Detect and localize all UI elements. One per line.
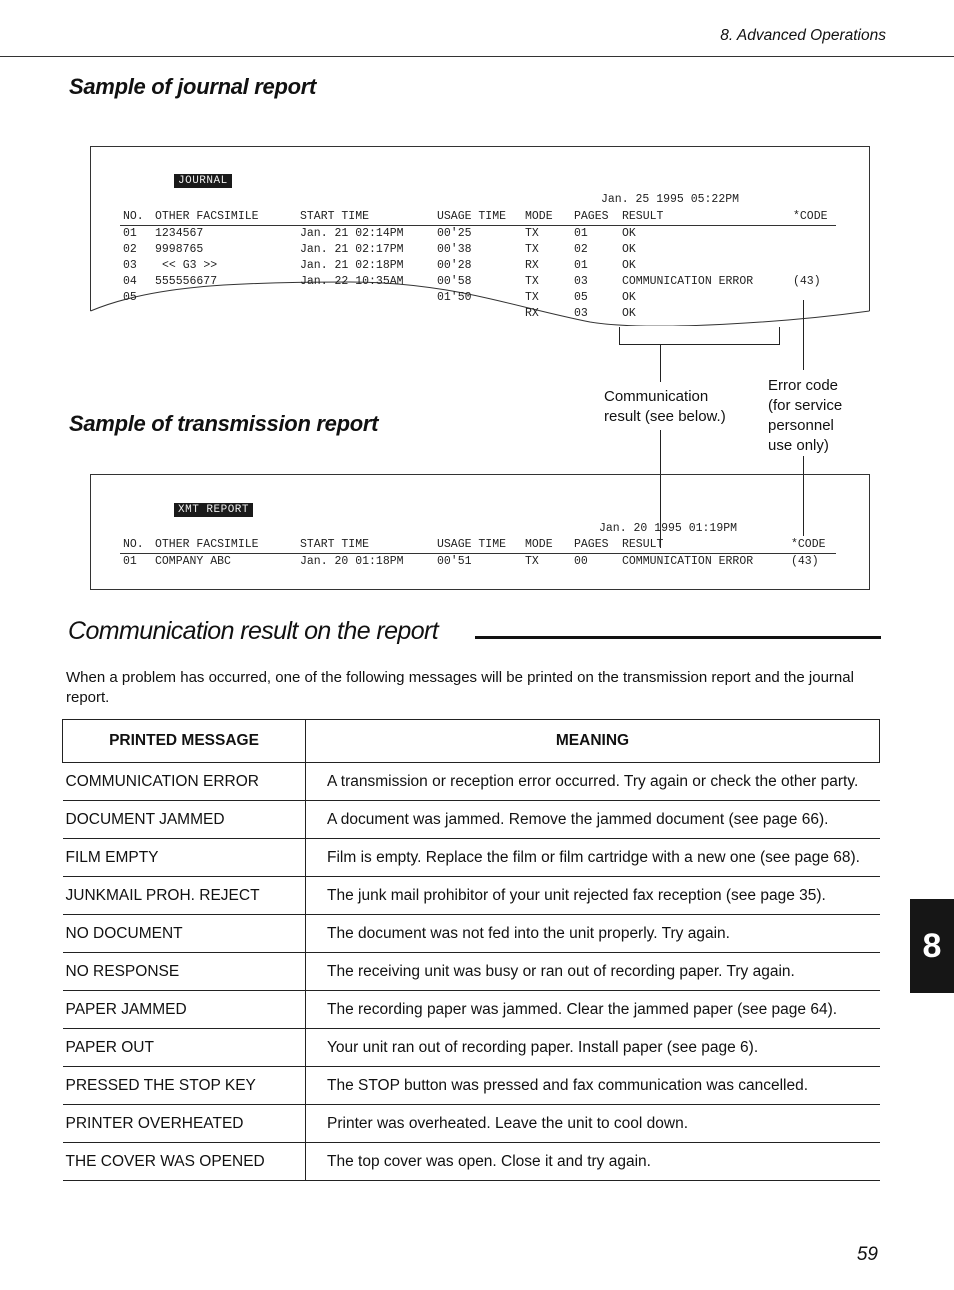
table-row	[63, 1029, 880, 1067]
table-row	[63, 877, 880, 915]
journal-row-3-pages: 01	[574, 259, 588, 272]
message-cell: NO DOCUMENT	[63, 915, 306, 953]
message-cell: FILM EMPTY	[63, 839, 306, 877]
message-cell: PRESSED THE STOP KEY	[63, 1067, 306, 1105]
journal-row-1-usage: 00'25	[437, 227, 472, 240]
journal-row-4-pages: 03	[574, 275, 588, 288]
journal-row-5-no: 05	[123, 291, 137, 304]
table-row	[63, 1143, 880, 1181]
callout-bracket-right	[779, 327, 780, 344]
journal-row-4-usage: 00'58	[437, 275, 472, 288]
annotation-communication-line-1: Communication	[604, 388, 709, 405]
transmission-row-result: COMMUNICATION ERROR	[622, 555, 754, 568]
journal-row-5-mode: TX	[525, 291, 539, 304]
journal-row-2-other: 9998765	[155, 243, 204, 256]
journal-row-4-result: COMMUNICATION ERROR	[622, 275, 754, 288]
transmission-row-usage: 00'51	[437, 555, 472, 568]
meaning-cell: Your unit ran out of recording paper. Install paper (see page 6).	[306, 1029, 880, 1067]
message-cell: DOCUMENT JAMMED	[63, 801, 306, 839]
journal-report-frame	[90, 146, 870, 326]
message-cell: PRINTER OVERHEATED	[63, 1105, 306, 1143]
journal-row-4-other: 555556677	[155, 275, 218, 288]
journal-date: Jan. 25 1995 05:22PM	[601, 193, 740, 206]
journal-label: JOURNAL	[174, 174, 232, 188]
transmission-col-start: START TIME	[300, 538, 370, 551]
annotation-communication-result	[604, 387, 726, 427]
journal-col-pages: PAGES	[574, 210, 609, 223]
journal-col-result: RESULT	[622, 210, 664, 223]
annotation-error-line-4: use only)	[768, 437, 829, 454]
annotation-error-line-1: Error code	[768, 377, 839, 394]
journal-row-4-code: (43)	[793, 275, 821, 288]
journal-row-2-usage: 00'38	[437, 243, 472, 256]
journal-row-6-mode: RX	[525, 307, 539, 320]
journal-heading: Sample of journal report	[69, 74, 317, 99]
journal-row-3-usage: 00'28	[437, 259, 472, 272]
journal-col-other: OTHER FACSIMILE	[155, 210, 259, 223]
journal-row-6-result: OK	[622, 307, 636, 320]
meaning-cell: The receiving unit was busy or ran out of recording paper. Try again.	[306, 953, 880, 991]
journal-col-start: START TIME	[300, 210, 370, 223]
journal-row-1-result: OK	[622, 227, 636, 240]
table-row	[63, 801, 880, 839]
transmission-row-other: COMPANY ABC	[155, 555, 231, 568]
transmission-col-no: NO.	[123, 538, 144, 551]
header-rule	[0, 56, 954, 57]
chapter-tab: 8	[910, 899, 954, 993]
journal-row-3-result: OK	[622, 259, 636, 272]
annotation-error-line-3: personnel	[768, 417, 834, 434]
journal-row-2-mode: TX	[525, 243, 539, 256]
journal-row-5-usage: 01'50	[437, 291, 472, 304]
journal-col-usage: USAGE TIME	[437, 210, 507, 223]
table-row	[63, 763, 880, 801]
table-row	[63, 915, 880, 953]
transmission-report	[90, 474, 870, 590]
header-printed-message: PRINTED MESSAGE	[63, 720, 306, 763]
message-cell: JUNKMAIL PROH. REJECT	[63, 877, 306, 915]
journal-row-2-pages: 02	[574, 243, 588, 256]
meaning-cell: The junk mail prohibitor of your unit rejected fax reception (see page 35).	[306, 877, 880, 915]
transmission-row-no: 01	[123, 555, 137, 568]
meaning-cell: The STOP button was pressed and fax communication was cancelled.	[306, 1067, 880, 1105]
journal-row-4-mode: TX	[525, 275, 539, 288]
journal-row-4-start: Jan. 22 10:35AM	[300, 275, 404, 288]
journal-row-2-no: 02	[123, 243, 137, 256]
journal-row-1-start: Jan. 21 02:14PM	[300, 227, 404, 240]
journal-col-code: *CODE	[793, 210, 828, 223]
annotation-communication-line-2: result (see below.)	[604, 408, 726, 425]
journal-row-3-no: 03	[123, 259, 137, 272]
transmission-col-pages: PAGES	[574, 538, 609, 551]
callout-errorcode-line-top	[803, 300, 804, 370]
journal-row-2-result: OK	[622, 243, 636, 256]
transmission-label: XMT REPORT	[174, 503, 253, 517]
communication-intro: When a problem has occurred, one of the following messages will be printed on the transmission report and the journal report.	[66, 669, 854, 706]
message-table	[62, 719, 880, 1181]
meaning-cell: The top cover was open. Close it and try again.	[306, 1143, 880, 1181]
transmission-heading: Sample of transmission report	[69, 411, 379, 436]
header-meaning: MEANING	[306, 720, 880, 763]
callout-communication-line-top	[660, 344, 661, 382]
table-row	[63, 991, 880, 1029]
transmission-date: Jan. 20 1995 01:19PM	[599, 522, 738, 535]
journal-row-6-pages: 03	[574, 307, 588, 320]
meaning-cell: A transmission or reception error occurred. Try again or check the other party.	[306, 763, 880, 801]
page-number: 59	[856, 1244, 878, 1265]
journal-row-5-result: OK	[622, 291, 636, 304]
journal-col-no: NO.	[123, 210, 144, 223]
annotation-error-line-2: (for service	[768, 397, 843, 414]
journal-row-5-pages: 05	[574, 291, 588, 304]
transmission-col-code: *CODE	[791, 538, 826, 551]
communication-title-rule	[475, 636, 881, 639]
transmission-row-start: Jan. 20 01:18PM	[300, 555, 404, 568]
communication-title: Communication result on the report	[68, 617, 439, 645]
meaning-cell: Film is empty. Replace the film or film cartridge with a new one (see page 68).	[306, 839, 880, 877]
transmission-col-other: OTHER FACSIMILE	[155, 538, 259, 551]
meaning-cell: A document was jammed. Remove the jammed document (see page 66).	[306, 801, 880, 839]
callout-bracket-left	[619, 327, 620, 344]
journal-col-mode: MODE	[525, 210, 553, 223]
journal-row-3-start: Jan. 21 02:18PM	[300, 259, 404, 272]
journal-row-1-mode: TX	[525, 227, 539, 240]
message-cell: PAPER JAMMED	[63, 991, 306, 1029]
meaning-cell: The recording paper was jammed. Clear the jammed paper (see page 64).	[306, 991, 880, 1029]
message-table-header	[63, 720, 880, 763]
transmission-col-usage: USAGE TIME	[437, 538, 507, 551]
message-cell: NO RESPONSE	[63, 953, 306, 991]
journal-row-2-start: Jan. 21 02:17PM	[300, 243, 404, 256]
section-header: 8. Advanced Operations	[720, 27, 886, 44]
transmission-row-code: (43)	[791, 555, 819, 568]
journal-row-1-other: 1234567	[155, 227, 204, 240]
journal-report	[90, 146, 870, 326]
table-row	[63, 839, 880, 877]
transmission-col-result: RESULT	[622, 538, 664, 551]
message-cell: THE COVER WAS OPENED	[63, 1143, 306, 1181]
callout-bracket-bottom	[619, 344, 780, 345]
table-row	[63, 1067, 880, 1105]
journal-row-1-no: 01	[123, 227, 137, 240]
table-row	[63, 1105, 880, 1143]
meaning-cell: The document was not fed into the unit properly. Try again.	[306, 915, 880, 953]
journal-row-1-pages: 01	[574, 227, 588, 240]
transmission-row-mode: TX	[525, 555, 539, 568]
journal-row-4-no: 04	[123, 275, 137, 288]
journal-row-3-mode: RX	[525, 259, 539, 272]
annotation-error-code	[768, 376, 842, 456]
message-cell: COMMUNICATION ERROR	[63, 763, 306, 801]
meaning-cell: Printer was overheated. Leave the unit to cool down.	[306, 1105, 880, 1143]
message-cell: PAPER OUT	[63, 1029, 306, 1067]
transmission-col-mode: MODE	[525, 538, 553, 551]
transmission-row-pages: 00	[574, 555, 588, 568]
table-row	[63, 953, 880, 991]
journal-row-3-other: << G3 >>	[162, 259, 218, 272]
